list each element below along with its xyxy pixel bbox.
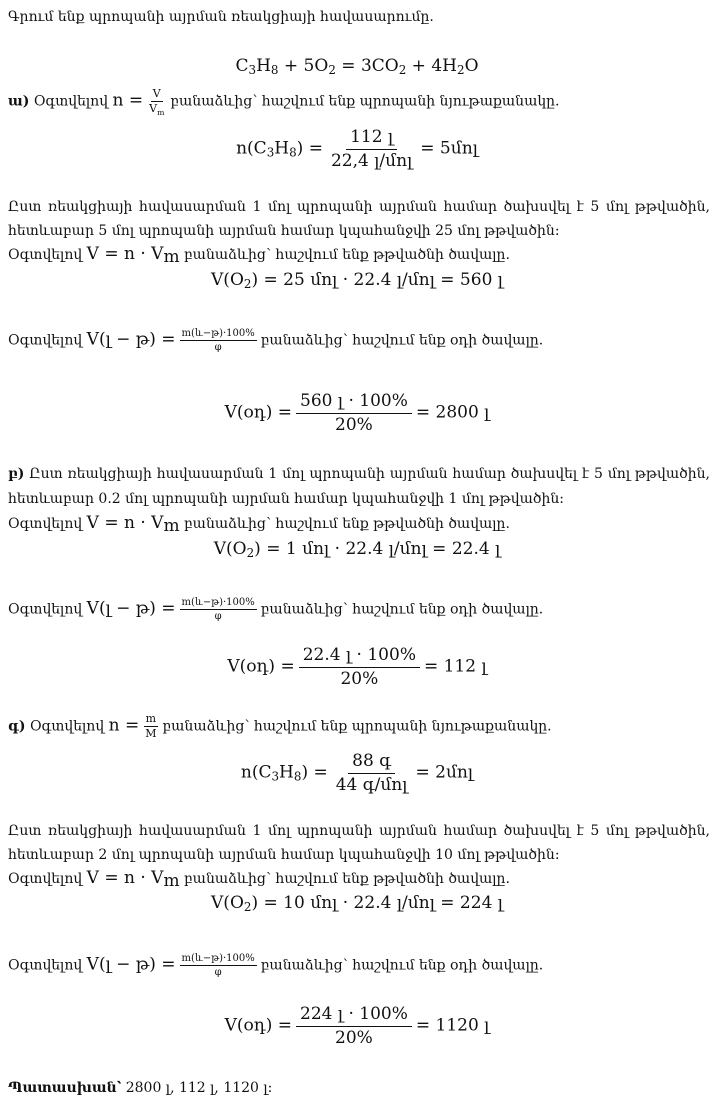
part-a-air-formula-line: Օգտվելով V(լ − թ) = $\frac{\text{m(և−թ)·100\%}}{\varphi}$ բանաձևից՝ հաշվում ենք օդի ծավալը. (8, 328, 544, 353)
part-c-label: գ) (8, 718, 26, 735)
part-c-air-volume-calc: V(օդ) = $\frac{\text{224 լ · 100\%}}{20\%}$ = 1120 լ (224, 1004, 490, 1048)
part-a-volume-formula-line: Օգտվելով $V = n \cdot V_m$ բանաձևից՝ հաշվում ենք թթվածնի ծավալը. (8, 244, 510, 267)
part-b-volume-formula-line: Օգտվելով $V = n \cdot V_m$ բանաձևից՝ հաշվում ենք թթվածնի ծավալը. (8, 513, 510, 536)
part-c-oxygen-volume-calc: $V(O_2) = 10$ մոլ · 22.4 լ/մոլ = 224 լ (211, 893, 503, 914)
n-formula-fraction: $\frac{V}{V_m}$ (149, 87, 165, 118)
part-b-paragraph-1: բ) Ըստ ռեակցիայի հավասարման 1 մոլ պրոպանի այրման համար ծախսվել է 5 մոլ թթվածին, (8, 466, 710, 482)
answer-values: 2800 լ, 112 լ, 1120 լ: (121, 1080, 273, 1096)
part-b-paragraph-2: հետևաբար 0.2 մոլ պրոպանի այրման համար կպահանջվի 1 մոլ թթվածին: (8, 491, 564, 507)
part-c-volume-formula-line: Օգտվելով $V = n \cdot V_m$ բանաձևից՝ հաշվում ենք թթվածնի ծավալը. (8, 868, 510, 891)
part-c-paragraph-1: Ըստ ռեակցիայի հավասարման 1 մոլ պրոպանի այրման համար ծախսվել է 5 մոլ թթվածին, (8, 823, 710, 839)
part-a-oxygen-volume-calc: $V(O_2) = 25$ մոլ · 22.4 լ/մոլ = 560 լ (211, 270, 503, 291)
part-a-air-volume-calc: V(օդ) = $\frac{\text{560 լ · 100\%}}{20\%}$ = 2800 լ (224, 391, 490, 435)
part-c-air-formula-line: Օգտվելով V(լ − թ) = $\frac{\text{m(և−թ)·100\%}}{\varphi}$ բանաձևից՝ հաշվում ենք օդի ծավալը. (8, 953, 544, 978)
part-c-formula-line: գ) Օգտվելով n = $\frac{m}{M}$ բանաձևից՝ հաշվում ենք պրոպանի նյութաքանակը. (8, 712, 552, 741)
intro-text: Գրում ենք պրոպանի այրման ռեակցիայի հավասարումը. (8, 9, 434, 25)
part-a-paragraph-1: Ըստ ռեակցիայի հավասարման 1 մոլ պրոպանի այրման համար ծախսվել է 5 մոլ թթվածին, (8, 199, 710, 215)
part-a-paragraph-2: հետևաբար 5 մոլ պրոպանի այրման համար կպահանջվի 25 մոլ թթվածին: (8, 223, 560, 239)
part-c-paragraph-2: հետևաբար 2 մոլ պրոպանի այրման համար կպահանջվի 10 մոլ թթվածին: (8, 847, 560, 863)
reaction-equation: $C_3H_8 + 5O_2 = 3CO_2 + 4H_2O$ (235, 56, 479, 77)
final-answer (8, 1079, 710, 1097)
part-b-label: բ) (8, 466, 25, 482)
part-a-formula-line: ա) Օգտվելով n = $\frac{V}{V_m}$ բանաձևից՝ հաշվում ենք պրոպանի նյութաքանակը. (8, 87, 560, 118)
part-b-air-formula-line: Օգտվելով V(լ − թ) = $\frac{\text{m(և−թ)·100\%}}{\varphi}$ բանաձևից՝ հաշվում ենք օդի ծավալը. (8, 597, 544, 622)
part-b-oxygen-volume-calc: $V(O_2) = 1$ մոլ · 22.4 լ/մոլ = 22.4 լ (213, 539, 501, 560)
answer-label: Պատասխան՝ (8, 1080, 122, 1096)
part-a-moles-calc: $n(C_3H_8)$ = $\frac{\text{112 լ}}{\text{22,4 լ/մոլ}}$ = 5մոլ (236, 127, 478, 171)
part-a-label: ա) (8, 93, 30, 110)
part-b-air-volume-calc: V(օդ) = $\frac{\text{22.4 լ · 100\%}}{20\%}$ = 112 լ (227, 645, 487, 689)
part-c-moles-calc: $n(C_3H_8)$ = $\frac{\text{88 գ}}{\text{44 գ/մոլ}}$ = 2մոլ (240, 751, 474, 795)
